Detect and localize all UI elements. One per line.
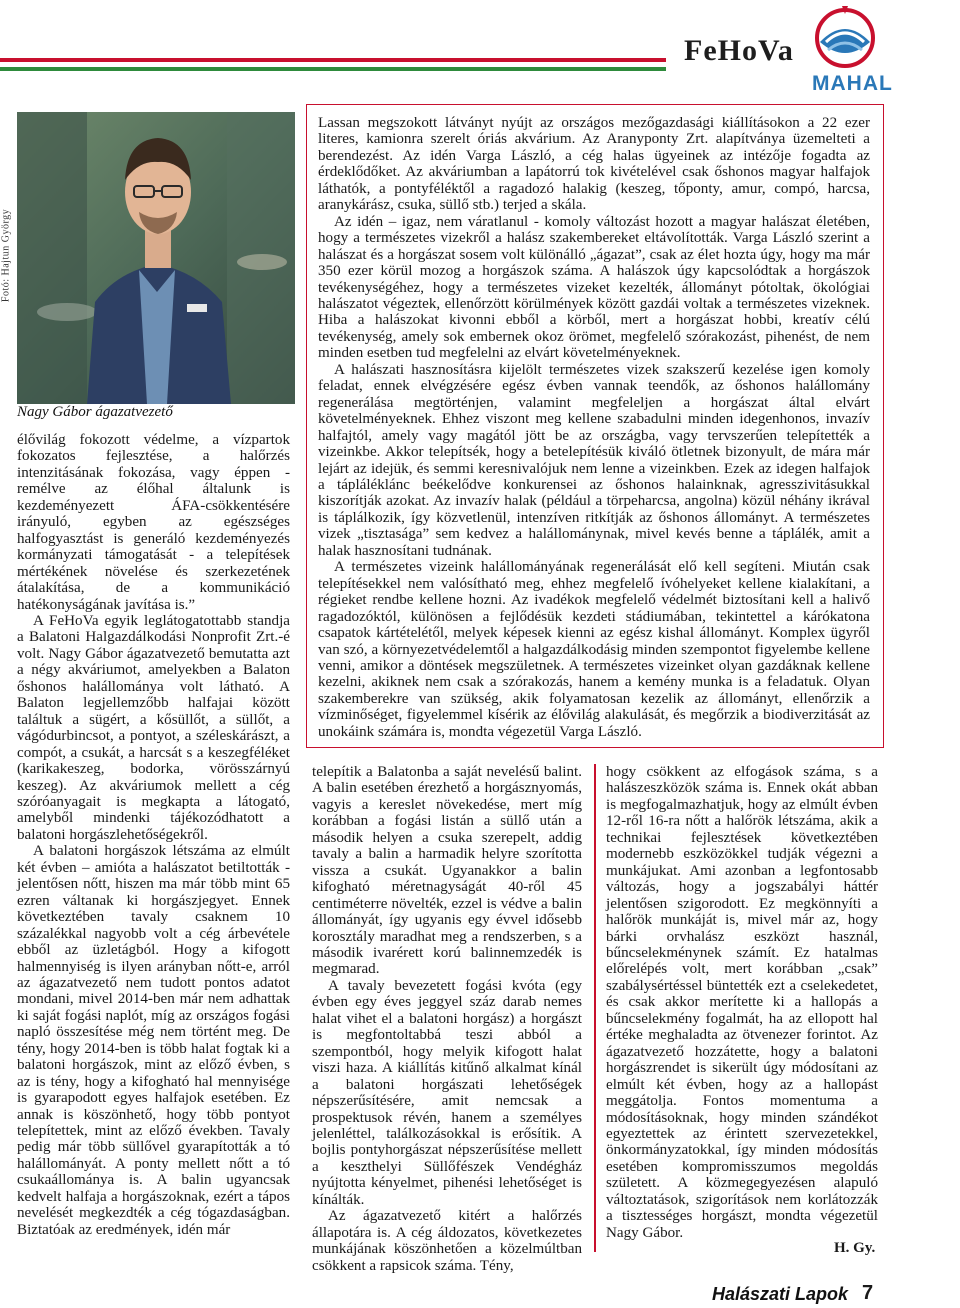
paragraph: Az ágazatvezető kitért a halőrzés állapotára is. A cég áldozatos, következetes munkájának köszönhetően a közelmúltban csökkent a rapsicok száma. Tény, [312, 1208, 582, 1274]
paragraph: Az idén – igaz, nem váratlanul - komoly változást hozott a magyar halászat életében, hogy a természetes vizekről a halász szakembereket eltávolították. Varga László szerint a halászat és a horgászat sosem volt különálló „ágazat”, csak az élet hozta úgy, hogy ma már 350 ezer körül mozog a horgászok száma. A halászok úgy kapcsolódtak a horgászok tevékenységéhez, hogy a természetes vizeket kezelték, állományt pótoltak, ökológiai halászatot végeztek, ellenőrzött körülmények között gazdái voltak a természetes vizeknek. Hiba a halászokat kivonni ebből a körből, mert a horgászat hobbi, kreatív célú tevékenység, amely sok embernek okoz örömet, megfelelő szórakozást, pihenést, de nem minden esetben tud megfelelni az elvárt követelményeknek. [318, 213, 870, 362]
fish-emblem-icon [812, 2, 878, 72]
portrait-photo [17, 112, 295, 404]
publication-name: Halászati Lapok [712, 1284, 849, 1304]
column-divider [594, 764, 596, 1252]
article-column-3 [606, 764, 878, 1241]
flag-red-stripe [0, 58, 666, 62]
author-signature: H. Gy. [834, 1240, 876, 1256]
paragraph: A FeHoVa egyik leglátogatottabb standja a Balatoni Halgazdálkodási Nonprofit Zrt.-é volt. Nagy Gábor ágazatvezető bemutatta azt a négy akváriumot, amelyekben a Balaton őshonos halállománya volt látható. A Balaton legjellemzőbb halfajai között találtuk a sügért, a kősüllőt, a süllőt, a vágódurbincsot, a pontyot, a széleskárászt, a compót, a csukát, a harcsát s a keszegféléket (karikakeszeg, bodorka, vörösszárnyú keszeg). Az akváriumok mellett a cég szóróanyagait is megkapta a látogató, amelyből mindenki tájékozódhatott a balatoni horgászlehetőségekről. [17, 612, 290, 843]
paragraph: A halászati hasznosításra kijelölt természetes vizek szakszerű kezelése igen komoly feladat, ennek elvégzésére egész évben vannak teendők, az őshonos halállomány regenerálása megtörténjen, valamint megfeleljen a horgászat által elvárt követelményeknek. Ehhez viszont meg kellene szabadulni minden idegenhonos, invazív halfajtól, amely vagy magától jött be az országba, vagy tervszerűen telepítették a vizeinkbe. Akkor telepítsék, hogy a betelepítésük kiváló ötletnek bizonyult, de mára már lejárt az idejük, és semmi keresnivalójuk nem lenne a vizeinkben. Ezek az idegen halfajok a tápláléklánc beékelődve konkurensei az őshonos halainknak, agresszivitásukkal kiszorítják azokat. Az invazív halak (például a törpeharcsa, angolna) közül néhány ikrával is táplálkozik, így közvetlenül, intenzíven ritkítják az őshonos állományt. A természetes vizek „tisztasága” sem kedvez a halállománynak, mivel kevés benne a táplálék, amit a halak hasznosítani tudnának. [318, 361, 870, 559]
paragraph: Lassan megszokott látványt nyújt az országos mezőgazdasági kiállításokon a 22 ezer literes, kamionra szerelt óriás akvárium. Az Aranyponty Zrt. alapítványa üzemelteti a berendezést. Az idén Varga László, a cég halas ügyeinek az intézője fogadta az érdeklődőket. Az akváriumban a lapátorrú tok kivételével csak őshonos magyar halfajok láthatók, a pontyféléktől a ragadozó halakig (keszeg, tőponty, amur, compó, harcsa, aranykárász, csuka, süllő stb.) terjed a skála. [318, 115, 870, 214]
paragraph: telepítik a Balatonba a saját nevelésű balint. A balin esetében érezhető a horgásznyomás, vagyis a kereslet növekedése, mert míg korábban a fogási listán a süllő után a második helyen a csuka szerepelt, addig tavaly a balin a harmadik helyre szorította vissza a csukát. Ugyanakkor a balin kifogható méretnagyságát 40-ről 45 centiméterre növelték, ezzel is védve a balin állományát, így ugyanis egy évvel idősebb korosztály maradhat meg a rendszerben, s a második ivarérett korú balinnemzedék is megmarad. [312, 764, 582, 978]
paragraph: élővilág fokozott védelme, a vízpartok fokozatos fejlesztése, a halőrzés intenzitásának fokozása, vagy éppen - remélve az élőhal általunk is kezdeményezett ÁFA-csökkentésére irányuló, egyben az egészséges halfogyasztást is generáló kezdeményezés kormányzati támogatását - a telepítések mértékének növelése és szerkezetének átalakítása, de a kommunikáció hatékonyságának javítása is.” [17, 432, 290, 613]
paragraph: A természetes vizeink halállományának regenerálását elő kell segíteni. Miután csak telepítésekkel nem valósítható meg, ehhez megfelelő ívóhelyeket kellene kialakítani, a régieket rendbe kellene hozni. Az ivadékok megfelelő védelmét biztosítani kell a halivő ragadozóktól, különösen a fejlődésük kezdeti stádiumában, tekintettel a kárókatona csapatok kártételétől, melyek képesek kienni az egész kishal állományt. Komplex ügyről van szó, a környezetvédelemtől a halgazdálkodásig minden szempontot figyelembe kellene venni, amikor a döntések megszületnek. A természetes vizeinket olyan gazdáknak kellene kezelni, akiknek nem csak a szórakozás, hanem a kemény munka is a feladatuk. Olyan szakemberekre van szükség, akik folyamatosan kezelik az állományt, ellenőrzik a vízminőséget, figyelemmel kísérik az élővilág alakulását, és megőrzik a biodiverzitását az unokáink számára is, mondta végezetül Varga László. [318, 559, 870, 740]
mahal-logo-text: MAHAL [812, 72, 893, 95]
paragraph: A balatoni horgászok létszáma az elmúlt két évben – amióta a halászatot betiltották - jelentősen nőtt, hiszen ma már több mint 65 ezren váltanak ki horgászjegyet. Ennek következtében tavaly csaknem 10 százalékkal nagyobb volt a cég árbevétele ebből az üzletágból. Hogy a kifogott halmennyiség is ilyen arányban nőtt-e, arról az ágazatvezető nem tudott pontos adatot mondani, mivel 2014-ben már nem adhattak ki saját fogási naplót, míg az országos fogási napló összesítése még nem történt meg. De tény, hogy 2014-ben is több halat fogtak ki a balatoni horgászok, mint az előző évben, s az is tény, hogy a kifogható hal mennyisége is gyarapodott egyes halfajok esetében. Ez annak is köszönhető, hogy több pontyot telepítettek, mint az előző években. Tavaly pedig már több süllővel gyarapították a tó halállományát. A ponty mellett nőtt a tó csukaállománya is. A balin ugyancsak kedvelt halfaja a horgászoknak, ezért a tápos nevelését megkezdték a cég tógazdaságban. Biztatóak az eredmények, idén már [17, 843, 290, 1238]
flag-green-stripe [0, 67, 666, 71]
page-number: 7 [862, 1282, 874, 1304]
flag-white-stripe [0, 63, 666, 66]
article-column-2 [312, 764, 582, 1274]
photo-caption: Nagy Gábor ágazatvezető [17, 404, 173, 420]
paragraph: A tavaly bevezetett fogási kvóta (egy évben egy éves jeggyel száz darab nemes halat vihet el a balatoni horgász) a horgászt is megfontoltabbá teszi abból a szempontból, hogy melyik kifogott halat viszi haza. A kiállítás kitűnő alkalmat kínál a balatoni horgászati lehetőségek népszerűsítésére, amit nemcsak a prospektusok révén, hanem a személyes jelenléttel, találkozásokkal is erősítik. A bojlis pontyhorgászat népszerűsítése mellett a keszthelyi Süllőfészek Vendégház nyújtotta kényelmet, pihenési lehetőséget is kínálták. [312, 977, 582, 1208]
paragraph: hogy csökkent az elfogások száma, s a halászeszközök száma is. Ennek okát abban is megfogalmazhatjuk, hogy az elmúlt évben 12-ről 16-ra nőtt a halőrök létszáma, akik a technikai fejlesztések következtében modernebb eszközökkel tudják végezni a munkájukat. Ami azonban a legfontosabb változás, hogy a jogszabályi háttér jelentősen szigorodott. Ez megkönnyíti a halőrök munkáját is, mivel már az, hogy bárki orvhalász eszközt használ, bűncselekménynek számít. Ez hatalmas előrelépés volt, mert korábban „csak” szabálysértéssel büntették ezt a cselekedetet, és csak akkor merítette ki a hallopás a bűncselekmény fogalmát, ha az ellopott hal értéke meghaladta az ötvenezer forintot. Az ágazatvezető hozzátette, hogy a balatoni horgászrendet is sikerült úgy módosítani az elmúlt két évben, hogy az a hallopást meggátolja. Fontos momentuma a módosításoknak, hogy minden szándékot egyeztettek az érintett szervezetekkel, önkormányzatokkal, így minden módosítás esetében kompromisszumos megoldás született. A közmegegyezésen alapuló változtatások, szigorítások nem korlátozzák a tisztességes horgászt, mondta végezetül Nagy Gábor. [606, 764, 878, 1241]
fehova-logo-text: FeHoVa [684, 34, 794, 67]
photo-credit: Fotó: Hajtun György [0, 208, 12, 303]
article-column-1 [17, 432, 290, 1238]
sidebar-box-text [318, 115, 870, 740]
